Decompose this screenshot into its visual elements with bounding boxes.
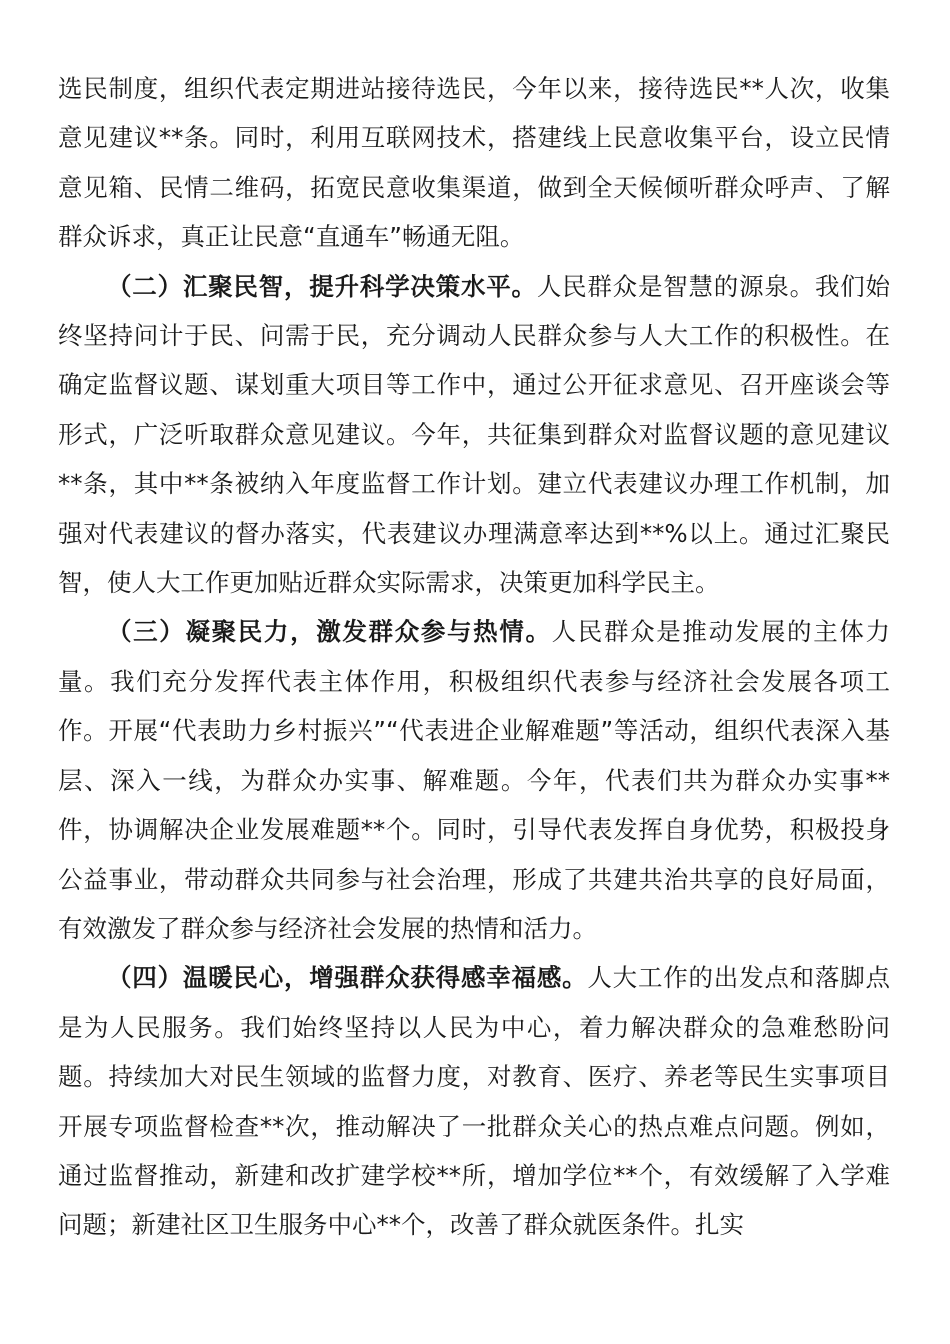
section-heading: （四）温暖民心，增强群众获得感幸福感。 <box>107 963 588 993</box>
paragraph-continued <box>58 64 890 262</box>
paragraph-body: 人大工作的出发点和落脚点是为人民服务。我们始终坚持以人民为中心，着力解决群众的急难愁盼问题。持续加大对民生领域的监督力度，对教育、医疗、养老等民生实事项目开展专项监督检查**次，推动解决了一批群众关心的热点难点问题。例如，通过监督推动，新建和改扩建学校**所，增加学位**个，有效缓解了入学难问题；新建社区卫生服务中心**个，改善了群众就医条件。扎实 <box>58 963 891 1240</box>
section-heading: （三）凝聚民力，激发群众参与热情。 <box>107 617 552 647</box>
paragraph-section-4 <box>58 953 890 1249</box>
paragraph-section-3 <box>58 607 890 953</box>
document-body <box>58 64 890 1250</box>
paragraph-body: 人民群众是智慧的源泉。我们始终坚持问计于民、问需于民，充分调动人民群众参与人大工作的积极性。在确定监督议题、谋划重大项目等工作中，通过公开征求意见、召开座谈会等形式，广泛听取群众意见建议。今年，共征集到群众对监督议题的意见建议**条，其中**条被纳入年度监督工作计划。建立代表建议办理工作机制，加强对代表建议的督办落实，代表建议办理满意率达到**%以上。通过汇聚民智，使人大工作更加贴近群众实际需求，决策更加科学民主。 <box>58 271 891 598</box>
paragraph-section-2 <box>58 262 890 608</box>
paragraph-body: 选民制度，组织代表定期进站接待选民，今年以来，接待选民**人次，收集意见建议**条。同时，利用互联网技术，搭建线上民意收集平台，设立民情意见箱、民情二维码，拓宽民意收集渠道，做到全天候倾听群众呼声、了解群众诉求，真正让民意“直通车”畅通无阻。 <box>58 74 890 252</box>
paragraph-body: 人民群众是推动发展的主体力量。我们充分发挥代表主体作用，积极组织代表参与经济社会发展各项工作。开展“代表助力乡村振兴”“代表进企业解难题”等活动，组织代表深入基层、深入一线，为群众办实事、解难题。今年，代表们共为群众办实事**件，协调解决企业发展难题**个。同时，引导代表发挥自身优势，积极投身公益事业，带动群众共同参与社会治理，形成了共建共治共享的良好局面，有效激发了群众参与经济社会发展的热情和活力。 <box>58 617 891 943</box>
section-heading: （二）汇聚民智，提升科学决策水平。 <box>107 271 537 301</box>
